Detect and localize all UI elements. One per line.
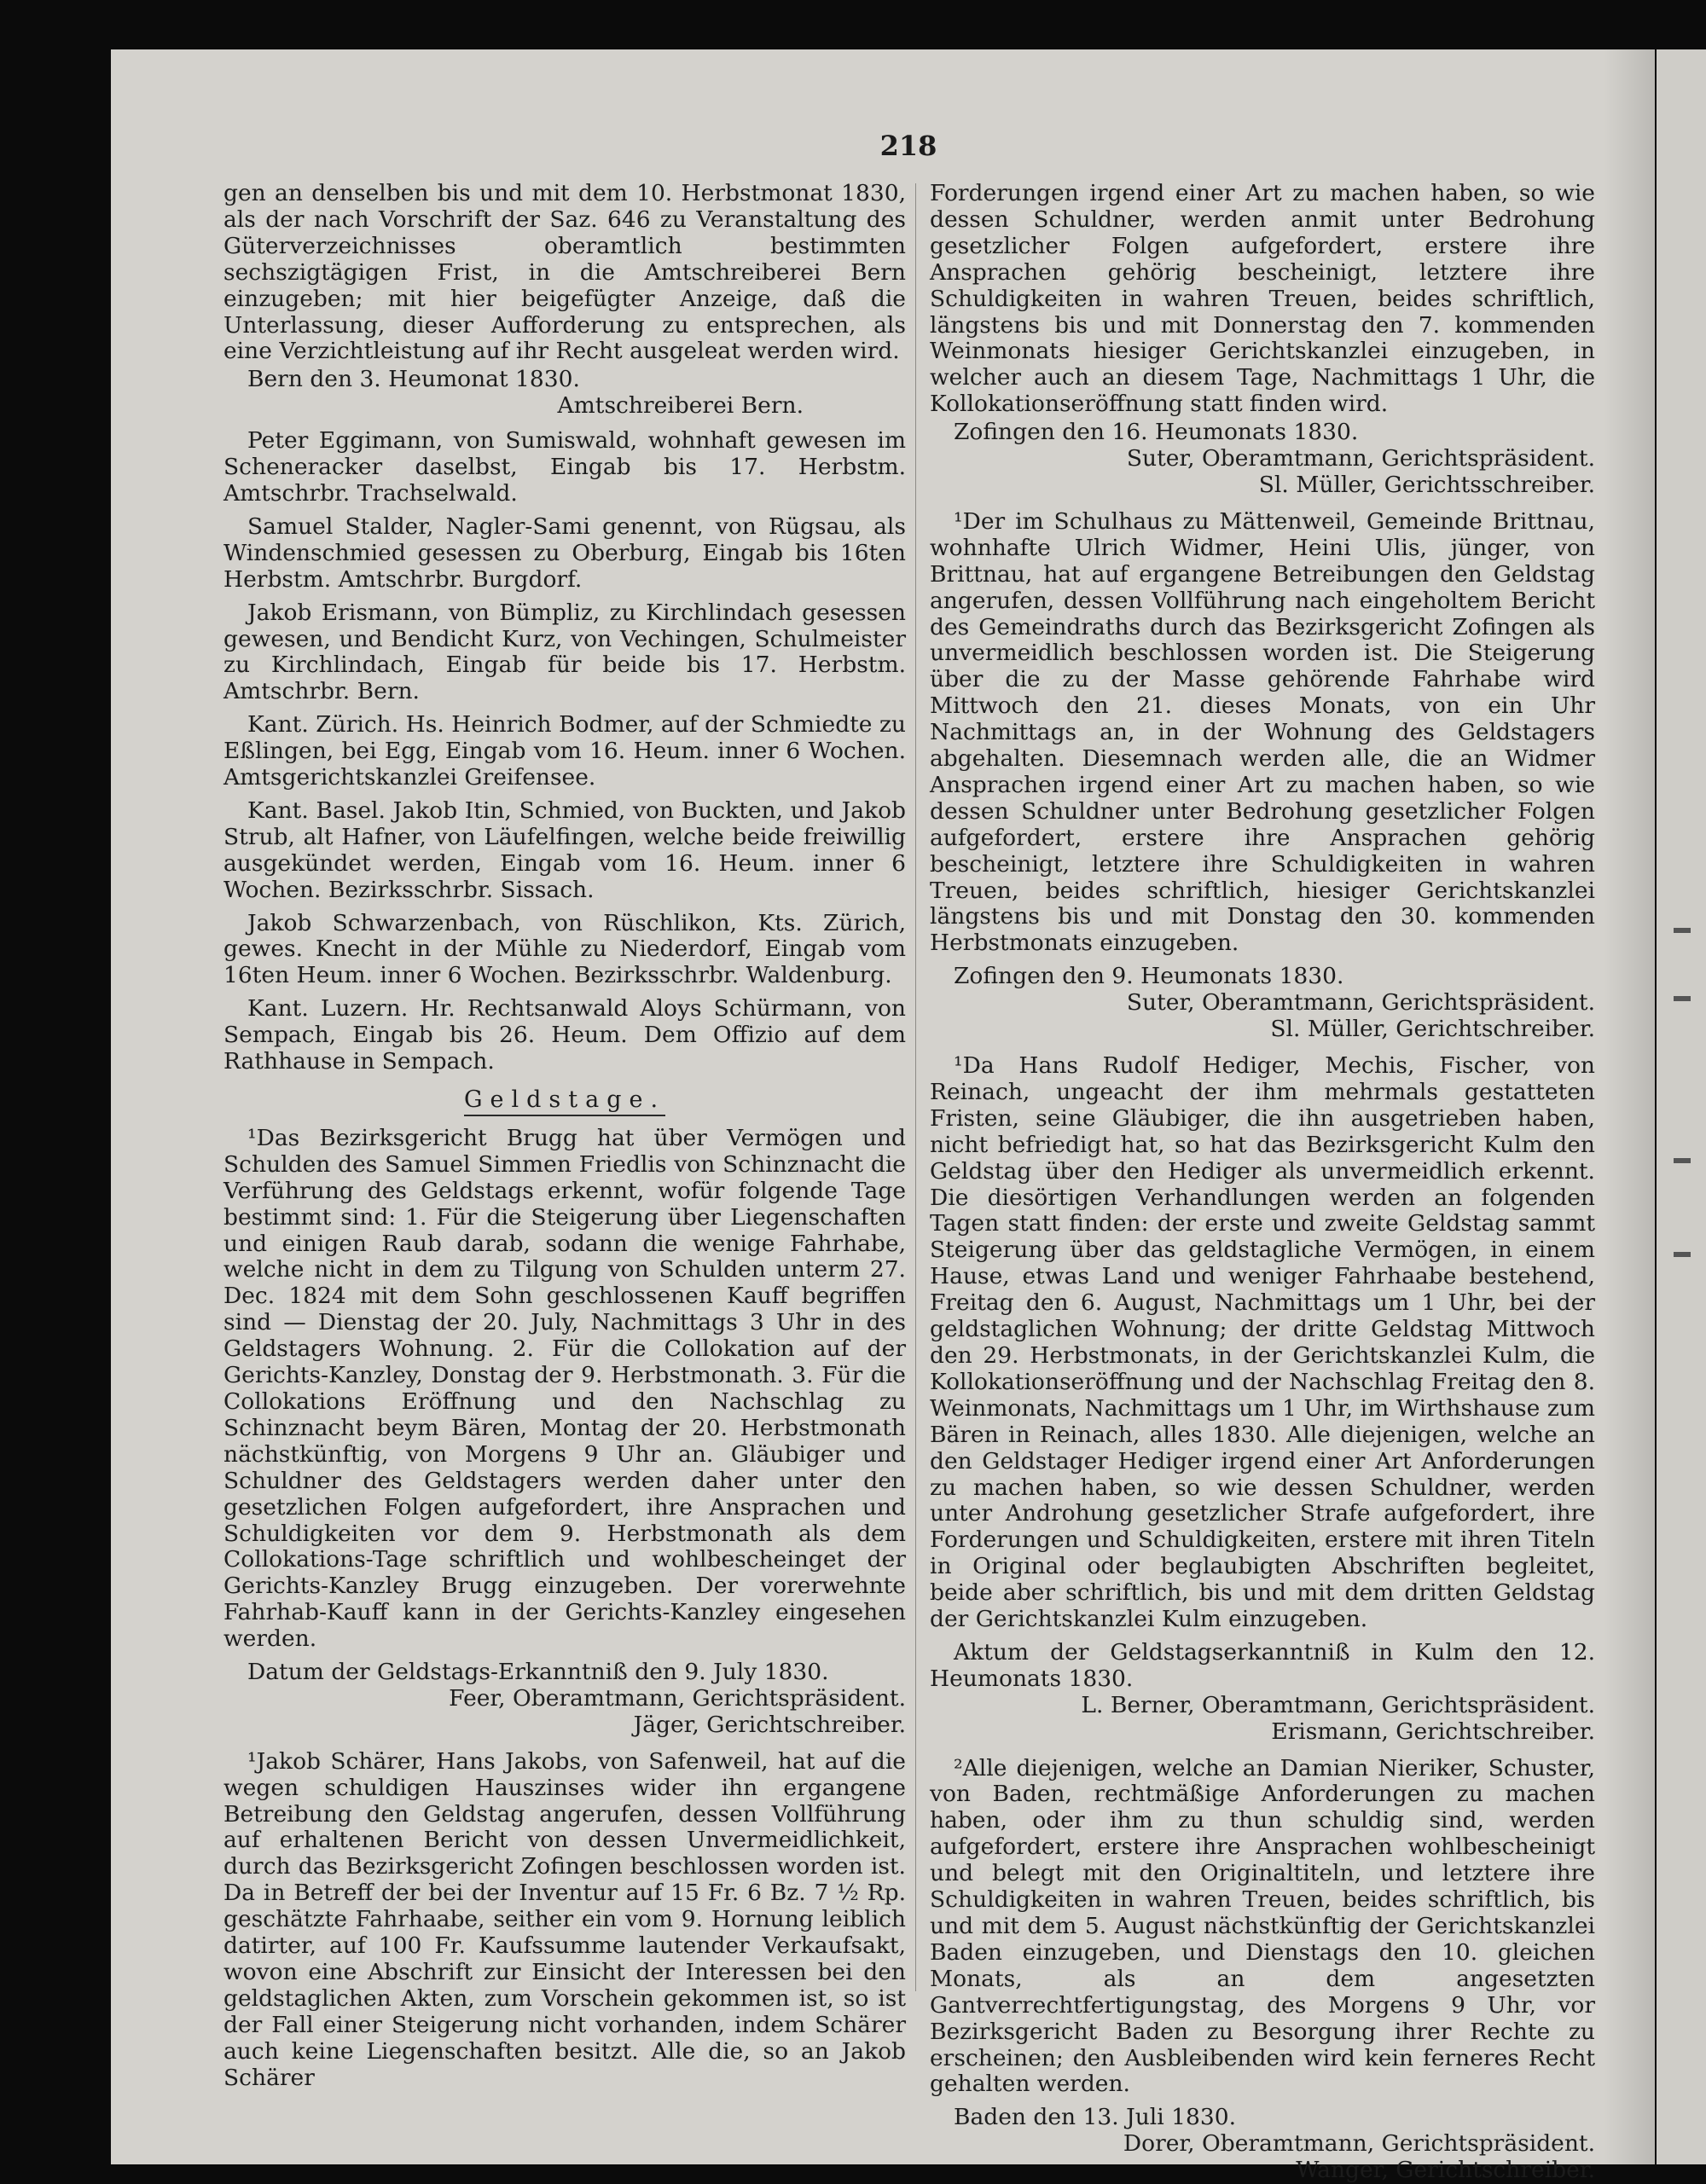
notice-widmer-date: Zofingen den 9. Heumonats 1830. xyxy=(954,963,1344,990)
notice-widmer-signature-2: Sl. Müller, Gerichtschreiber. xyxy=(1270,1016,1595,1043)
entry-stalder: Samuel Stalder, Nagler-Sami genennt, von Rügsau, als Windenschmied gesessen zu Oberburg, Eingab bis 16ten Herbstm. Amtschrbr. Burgdorf. xyxy=(223,513,906,593)
notice-nieriker-date: Baden den 13. Juli 1830. xyxy=(954,2104,1237,2131)
notice-schaerer-date: Zofingen den 16. Heumonats 1830. xyxy=(954,419,1359,446)
notice-schaerer: ¹Jakob Schärer, Hans Jakobs, von Safenweil, hat auf die wegen schuldigen Hauszinses wider ihn ergangene Betreibung den Geldstag angerufen, dessen Vollführung auf erhaltenen Bericht von dessen Unvermeidlichkeit, durch das Bezirksgericht Zofingen beschlossen worden ist. Da in Betreff der bei der Inventur auf 15 Fr. 6 Bz. 7 ½ Rp. geschätzte Fahrhaabe, seither ein vom 9. Hornung leiblich datirter, auf 100 Fr. Kaufssumme lautender Verkaufsakt, wovon eine Abschrift zur Einsicht der Interessen bei den geldstaglichen Akten, zum Vorschein gekommen ist, so ist der Fall einer Steigerung nicht vorhanden, indem Schärer auch keine Liegenschaften besitzt. Alle die, so an Jakob Schärer xyxy=(223,1747,906,2091)
notice-schaerer-signature-2: Sl. Müller, Gerichtsschreiber. xyxy=(1258,471,1595,498)
page-edge-shadow xyxy=(1604,49,1655,2164)
entry-bodmer: Kant. Zürich. Hs. Heinrich Bodmer, auf der Schmiedte zu Eßlingen, bei Egg, Eingab vom 16. Heum. inner 6 Wochen. Amtsgerichtskanzlei Greifensee. xyxy=(223,711,906,791)
notice-office: Amtschreiberei Bern. xyxy=(557,392,804,420)
entry-erismann: Jakob Erismann, von Bümpliz, zu Kirchlindach gesessen gewesen, und Bendicht Kurz, von Vechingen, Schulmeister zu Kirchlindach, Eingab für beide bis 17. Herbstm. Amtschrbr. Bern. xyxy=(223,599,906,705)
right-column xyxy=(930,181,1595,2184)
adjacent-page-mark xyxy=(1674,996,1691,1001)
entry-itin-strub: Kant. Basel. Jakob Itin, Schmied, von Buckten, und Jakob Strub, alt Hafner, von Läufelfingen, welche beide freiwillig ausgekündet werden, Eingab vom 16. Heum. inner 6 Wochen. Bezirksschrbr. Sissach. xyxy=(223,797,906,903)
notice-hediger: ¹Da Hans Rudolf Hediger, Mechis, Fischer, von Reinach, ungeacht der ihm mehrmals gestatteten Fristen, seine Gläubiger, die ihn ausgetrieben haben, nicht befriedigt hat, so hat das Bezirksgericht Kulm den Geldstag über den Hediger als unvermeidlich erkennt. Die diesörtigen Verhandlungen werden an folgenden Tagen statt finden: der erste und zweite Geldstag sammt Steigerung über das geldstagliche Vermögen, in einem Hause, etwas Land und weniger Fahrhaabe bestehend, Freitag den 6. August, Nachmittags um 1 Uhr, bei der geldstaglichen Wohnung; der dritte Geldstag Mittwoch den 29. Herbstmonats, in der Gerichtskanzlei Kulm, die Kollokationseröffnung und der Nachschlag Freitag den 8. Weinmonats, Nachmittags um 1 Uhr, im Wirthshause zum Bären in Reinach, alles 1830. Alle diejenigen, welche an den Geldstager Hediger irgend einer Art Anforderungen zu machen haben, so wie dessen Schuldner, werden unter Androhung gesetzlicher Strafe aufgefordert, ihre Forderungen und Schuldigkeiten, erstere mit ihren Titeln in Original oder beglaubigten Abschriften begleitet, beide aber schriftlich, bis und mit dem dritten Geldstag der Gerichtskanzlei Kulm einzugeben. xyxy=(930,1052,1595,1633)
adjacent-page-strip xyxy=(1657,49,1706,2164)
notice-nieriker-signature-1: Dorer, Oberamtmann, Gerichtspräsident. xyxy=(1123,2130,1595,2158)
adjacent-page-mark xyxy=(1674,1252,1691,1257)
notice-hediger-signature-2: Erismann, Gerichtschreiber. xyxy=(1271,1718,1595,1745)
column-divider xyxy=(915,183,916,1991)
notice-widmer-signature-1: Suter, Oberamtmann, Gerichtspräsident. xyxy=(1126,989,1595,1017)
adjacent-page-mark xyxy=(1674,1158,1691,1163)
notice-simmen-signature-1: Feer, Oberamtmann, Gerichtspräsident. xyxy=(449,1684,906,1712)
notice-hediger-signature-1: L. Berner, Oberamtmann, Gerichtspräsident. xyxy=(1081,1691,1595,1718)
entry-eggimann: Peter Eggimann, von Sumiswald, wohnhaft gewesen im Scheneracker daselbst, Eingab bis 17. Herbstm. Amtschrbr. Trachselwald. xyxy=(223,427,906,507)
adjacent-page-mark xyxy=(1674,928,1691,933)
notice-simmen-signature-2: Jäger, Gerichtschreiber. xyxy=(633,1711,906,1738)
page-number: 218 xyxy=(879,130,937,162)
continued-notice: gen an denselben bis und mit dem 10. Herbstmonat 1830, als der nach Vorschrift der Saz. 646 zu Veranstaltung des Güterverzeichnisses oberamtlich bestimmten sechszigtägigen Frist, in die Amtschreiberei Bern einzugeben; mit hier beigefügter Anzeige, daß die Unterlassung, dieser Aufforderung zu entsprechen, als eine Verzichtleistung auf ihr Recht ausgeleat werden wird. xyxy=(223,180,906,365)
notice-nieriker-signature-2: Wanger, Gerichtschreiber. xyxy=(1296,2157,1595,2184)
section-heading-text: Geldstage. xyxy=(464,1086,665,1116)
notice-widmer: ¹Der im Schulhaus zu Mättenweil, Gemeinde Brittnau, wohnhafte Ulrich Widmer, Heini Ulis, jünger, von Brittnau, hat auf ergangene Betreibungen den Geldstag angerufen, dessen Vollführung nach eingeholtem Bericht des Gemeindraths durch das Bezirksgericht Zofingen als unvermeidlich beschlossen worden ist. Die Steigerung über die zu der Masse gehörende Fahrhabe wird Mittwoch den 21. dieses Monats, von ein Uhr Nachmittags an, in der Wohnung des Geldstagers abgehalten. Diesemnach werden alle, die an Widmer Ansprachen irgend einer Art zu machen haben, so wie dessen Schuldner unter Bedrohung gesetzlicher Folgen aufgefordert, erstere ihre Ansprachen gehörig bescheinigt, letztere ihre Schuldigkeiten in wahren Treuen, beides schriftlich, hiesiger Gerichtskanzlei längstens bis und mit Donstag den 30. kommenden Herbstmonats einzugeben. xyxy=(930,507,1595,957)
entry-schwarzenbach: Jakob Schwarzenbach, von Rüschlikon, Kts. Zürich, gewes. Knecht in der Mühle zu Niederdorf, Eingab vom 16ten Heum. inner 6 Wochen. Bezirksschrbr. Waldenburg. xyxy=(223,909,906,989)
notice-schaerer-continued: Forderungen irgend einer Art zu machen haben, so wie dessen Schuldner, werden anmit unter Bedrohung gesetzlicher Folgen aufgefordert, erstere ihre Ansprachen gehörig bescheinigt, letztere ihre Schuldigkeiten in wahren Treuen, beides schriftlich, längstens bis und mit Donnerstag den 7. kommenden Weinmonats hiesiger Gerichtskanzlei einzugeben, in welcher auch an diesem Tage, Nachmittags 1 Uhr, die Kollokationseröffnung statt finden wird. xyxy=(930,180,1595,418)
notice-hediger-date: Aktum der Geldstagserkanntniß in Kulm den 12. Heumonats 1830. xyxy=(930,1638,1595,1692)
entry-schuermann: Kant. Luzern. Hr. Rechtsanwald Aloys Schürmann, von Sempach, Eingab bis 26. Heum. Dem Offizio auf dem Rathhause in Sempach. xyxy=(223,995,906,1075)
section-heading xyxy=(223,1087,906,1114)
notice-simmen-date: Datum der Geldstags-Erkanntniß den 9. July 1830. xyxy=(247,1659,829,1686)
notice-date: Bern den 3. Heumonat 1830. xyxy=(247,366,580,393)
left-column xyxy=(223,181,906,2099)
notice-nieriker: ²Alle diejenigen, welche an Damian Nieriker, Schuster, von Baden, rechtmäßige Anforderungen zu machen haben, oder ihm zu thun schuldig sind, werden aufgefordert, erstere ihre Ansprachen wohlbescheinigt und belegt mit den Originaltiteln, und letztere ihre Schuldigkeiten in wahren Treuen, beides schriftlich, bis und mit dem 5. August nächstkünftig der Gerichtskanzlei Baden einzugeben, und Dienstags den 10. gleichen Monats, als an dem angesetzten Gantverrechtfertigungstag, des Morgens 9 Uhr, vor Bezirksgericht Baden zu Besorgung ihrer Rechte zu erscheinen; den Ausbleibenden wird kein ferneres Recht gehalten werden. xyxy=(930,1754,1595,2098)
notice-schaerer-signature-1: Suter, Oberamtmann, Gerichtspräsident. xyxy=(1126,445,1595,472)
notice-simmen: ¹Das Bezirksgericht Brugg hat über Vermögen und Schulden des Samuel Simmen Friedlis von Schinznacht die Verführung des Geldstags erkennt, wofür folgende Tage bestimmt sind: 1. Für die Steigerung über Liegenschaften und einigen Raub darab, sodann die wenige Fahrhabe, welche nicht in dem zu Tilgung von Schulden unterm 27. Dec. 1824 mit dem Sohn geschlossenen Kauff begriffen sind — Dienstag der 20. July, Nachmittags 3 Uhr in des Geldstagers Wohnung. 2. Für die Collokation auf der Gerichts-Kanzley, Donstag der 9. Herbstmonath. 3. Für die Collokations Eröffnung und den Nachschlag zu Schinznacht beym Bären, Montag der 20. Herbstmonath nächstkünftig, von Morgens 9 Uhr an. Gläubiger und Schuldner des Geldstagers werden daher unter den gesetzlichen Folgen aufgefordert, ihre Ansprachen und Schuldigkeiten vor dem 9. Herbstmonath als dem Collokations-Tage schriftlich und wohlbescheinget der Gerichts-Kanzley Brugg einzugeben. Der vorerwehnte Fahrhab-Kauff kann in der Gerichts-Kanzley eingesehen werden. xyxy=(223,1124,906,1653)
